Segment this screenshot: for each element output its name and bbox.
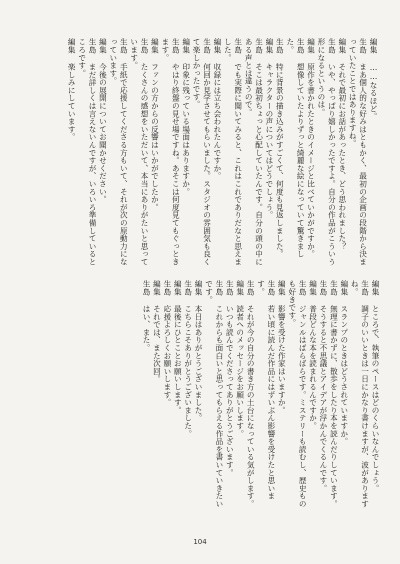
text-line: 編集 普段どんな本を読まれるんですか。: [308, 280, 318, 430]
text-line: 生島 こちらこそありがとうございました。: [183, 280, 193, 438]
text-line: 生島 やはり終盤の見せ場ですね。あそこは何度見てもぐっときます。: [160, 38, 181, 266]
text-line: 生島 特に背景の描き込みがすごくて、何度も見返しました。: [275, 38, 285, 258]
text-line: 生島 調子のいいときは一日にかなり書けますが、波がありますね。: [350, 280, 370, 508]
text-line: 生島 はい、また。: [142, 280, 152, 352]
text-line: 生島 まあ個人的な好みはともかく、最初の企画の段階から決まっていたことではありますね。: [348, 38, 368, 266]
text-line: 生島 若い頃に読んだ作品にはずいぶん影響を受けたと思います。: [256, 280, 276, 500]
text-line: 生島 想像していたよりずっと綺麗な絵になっていて驚きました。: [285, 38, 306, 258]
text-line: 生島 ジャンルはばらばらです。ミステリーも読むし、歴史ものも好きです。: [287, 280, 308, 508]
text-line: 編集 読者へのメッセージをお願いします。: [235, 280, 245, 438]
text-line: 編集 本日はありがとうございました。: [194, 280, 204, 422]
page-number: 104: [193, 538, 207, 546]
text-line: 生島 それが今の自分の書き方の土台になっている気がします。: [246, 280, 256, 508]
text-line: 編集 それでは、また次回。: [152, 280, 162, 383]
text-line: 編集 今後の展開についてお聞かせください。: [98, 38, 108, 204]
text-line: 生島 これからも面白いと思ってもらえる作品を書いていきたいです。: [204, 280, 224, 508]
text-line: 編集 最後にひとことお願いします。: [173, 280, 183, 414]
text-line: 生島 そこは最初ちょっと心配していたんです。自分の頭の中にある声とは違うので。: [244, 38, 264, 266]
text-line: 生島 そうすると不思議とアイデアが浮かんでくるんです。: [318, 280, 328, 492]
text-line: 編集 原作を書かれたときのイメージと比べていかがですか。: [306, 38, 316, 258]
text-line: 編集 キャラクターの声についてはどうでしょう。: [264, 38, 274, 219]
text-line: 生島 たくさんの感想をいただいて、本当にありがたいと思っています。: [129, 38, 150, 266]
text-line: 編集 収録には立ち会われたんですか。: [212, 38, 222, 180]
text-line: 編集 影響を受けた作家はいますか。: [277, 280, 287, 414]
text-line: 編集 ファンの方からの反響はいかがでしたか。: [150, 38, 160, 211]
text-line: 編集 ところで、執筆のペースはどのくらいなんでしょう。: [371, 280, 380, 492]
text-line: 編集 楽しみにしています。: [67, 38, 77, 141]
text-line: 生島 まだ詳しくは言えないんですが、いろいろ準備しているところです。: [77, 38, 98, 266]
interview-text-lower: [30, 280, 380, 512]
text-line: 生島 手紙で応援してくださる方もいて、それが次の原動力になっています。: [108, 38, 129, 266]
text-line: 生島 無理に書かずに、散歩をしたり本を読んだりしています。: [329, 280, 339, 508]
text-line: 編集 印象に残っている場面はありますか。: [181, 38, 191, 196]
text-line: 編集 スランプのときはどうされていますか。: [339, 280, 349, 446]
text-line: 生島 いや、やっぱり嬉しかったですよ。自分の作品がこういう形になるというのは。: [316, 38, 337, 266]
text-line: 編集 ……なるほど。: [369, 38, 378, 121]
text-line: 生島 応援よろしくお願いします。: [162, 280, 172, 407]
text-line: 編集 それで最初にお話があったとき、どう思われました？: [337, 38, 347, 250]
interview-text-upper: [16, 38, 378, 266]
text-line: 生島 いつも読んでくださってありがとうございます。: [225, 280, 235, 477]
text-line: 生島 何回か見学させてもらいました。スタジオの雰囲気も良くて楽しかったです。: [192, 38, 212, 266]
text-line: 生島 でも実際に聞いてみると、これはこれでありだなと思えました。: [223, 38, 243, 266]
